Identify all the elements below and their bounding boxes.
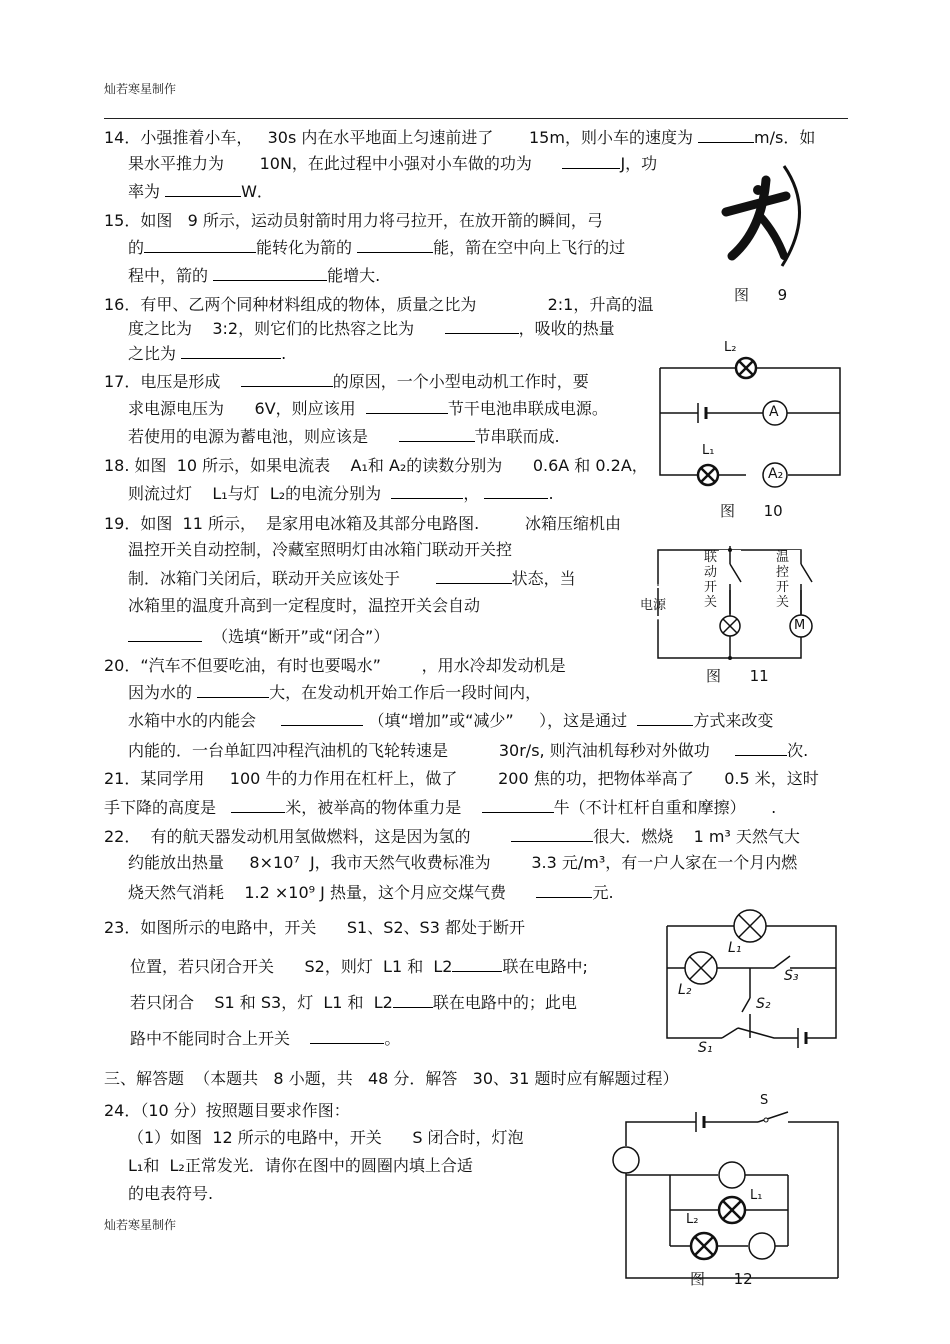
header-rule — [104, 118, 848, 119]
q23-line3: 若只闭合 S1 和 S3，灯 L1 和 L2 联在电路中的；此电 — [130, 993, 577, 1012]
q16-line1: 16．有甲、乙两个同种材料组成的物体，质量之比为 2:1，升高的温 — [104, 295, 654, 314]
figure10-caption: 图 10 — [720, 502, 783, 520]
q17-line3: 若使用的电源为蓄电池，则应该是 节串联而成. — [128, 427, 560, 446]
fig11-label-link-switch: 联动开关 — [704, 550, 718, 610]
figure23-circuit — [664, 906, 844, 1056]
q16-line2: 度之比为 3:2，则它们的比热容之比为 ，吸收的热量 — [128, 319, 615, 338]
section3-title: 三、解答题 （本题共 8 小题，共 48 分．解答 30、31 题时应有解题过程） — [104, 1069, 679, 1088]
figure12-caption: 图 12 — [690, 1270, 753, 1288]
q24-line1: 24．（10 分）按照题目要求作图： — [104, 1101, 350, 1120]
q14-line3: 率为 W． — [128, 182, 273, 201]
fig11-label-temp-switch: 温控开关 — [776, 550, 790, 610]
figure11-caption: 图 11 — [706, 667, 769, 685]
q22-line2: 约能放出热量 8×10⁷ J，我市天然气收费标准为 3.3 元/m³，有一户人家在一个月内燃 — [128, 853, 798, 872]
q22-line3: 烧天然气消耗 1.2 ×10⁹ J 热量，这个月应交煤气费 元. — [128, 883, 614, 902]
fig12-label-s: S — [760, 1093, 769, 1108]
q17-line1: 17．电压是形成 的原因，一个小型电动机工作时，要 — [104, 372, 589, 391]
fig11-label-power: 电源 — [640, 598, 667, 613]
fig10-label-l1: L₁ — [702, 443, 715, 458]
q18-line1: 18. 如图 10 所示，如果电流表 A₁和 A₂的读数分别为 0.6A 和 0.2A， — [104, 456, 648, 475]
figure9-archer — [720, 160, 810, 275]
q15-line2: 的 能转化为箭的 能，箭在空中向上飞行的过 — [128, 238, 626, 257]
fig11-label-motor: M — [794, 618, 806, 633]
q19-line3: 制．冰箱门关闭后，联动开关应该处于 状态，当 — [128, 569, 576, 588]
fig23-label-s2: S₂ — [756, 996, 771, 1012]
q24-line3: L₁和 L₂正常发光．请你在图中的圆圈内填上合适 — [128, 1156, 473, 1175]
q24-line4: 的电表符号. — [128, 1184, 214, 1203]
q20-line1: 20．“汽车不但要吃油，有时也要喝水” ，用水冷却发动机是 — [104, 656, 566, 675]
q21-line2: 手下降的高度是 米，被举高的物体重力是 牛（不计杠杆自重和摩擦） . — [104, 798, 777, 817]
q15-line1: 15．如图 9 所示，运动员射箭时用力将弓拉开，在放开箭的瞬间，弓 — [104, 211, 603, 230]
fig23-label-s1: S₁ — [698, 1040, 713, 1056]
q21-line1: 21．某同学用 100 牛的力作用在杠杆上，做了 200 焦的功，把物体举高了 0.5 米，这时 — [104, 769, 819, 788]
q20-line3: 水箱中水的内能会 （填“增加”或“减少” ），这是通过 方式来改变 — [128, 711, 774, 730]
q17-line2: 求电源电压为 6V，则应该用 节干电池串联成电源。 — [128, 399, 608, 418]
header-bottom: 灿若寒星制作 — [104, 1218, 177, 1232]
q23-line1: 23．如图所示的电路中，开关 S1、S2、S3 都处于断开 — [104, 918, 525, 937]
fig10-label-a2: A₂ — [768, 466, 784, 482]
q19-line2: 温控开关自动控制，冷藏室照明灯由冰箱门联动开关控 — [128, 540, 513, 559]
figure9-caption: 图 9 — [734, 286, 788, 304]
q19-line4: 冰箱里的温度升高到一定程度时，温控开关会自动 — [128, 596, 481, 615]
q23-line4: 路中不能同时合上开关 。 — [130, 1029, 401, 1048]
fig12-label-l1: L₁ — [750, 1188, 763, 1203]
q19-line1: 19．如图 11 所示， 是家用电冰箱及其部分电路图. 冰箱压缩机由 — [104, 514, 622, 533]
q19-line5: （选填“断开”或“闭合”） — [128, 626, 389, 647]
q20-line2: 因为水的 大，在发动机开始工作后一段时间内， — [128, 683, 542, 702]
q24-line2: （1）如图 12 所示的电路中，开关 S 闭合时，灯泡 — [128, 1128, 524, 1147]
figure12-circuit — [610, 1100, 840, 1260]
q18-line2: 则流过灯 L₁与灯 L₂的电流分别为 ， . — [128, 484, 554, 503]
fig10-label-a: A — [769, 404, 779, 420]
q15-line3: 程中，箭的 能增大. — [128, 266, 381, 285]
q23-line2: 位置，若只闭合开关 S2，则灯 L1 和 L2 联在电路中; — [130, 957, 588, 976]
figure10-circuit — [658, 340, 848, 490]
q22-line1: 22． 有的航天器发动机用氢做燃料，这是因为氢的 很大．燃烧 1 m³ 天然气大 — [104, 827, 800, 846]
fig12-label-l2: L₂ — [686, 1212, 699, 1227]
q16-line3: 之比为 . — [128, 344, 287, 363]
q14-line2: 果水平推力为 10N，在此过程中小强对小车做的功为 J，功 — [128, 154, 658, 173]
q20-line4: 内能的．一台单缸四冲程汽油机的飞轮转速是 30r/s, 则汽油机每秒对外做功 次. — [128, 741, 809, 760]
q14-line1: 14．小强推着小车， 30s 内在水平地面上匀速前进了 15m，则小车的速度为 m/s．如 — [104, 128, 816, 147]
fig23-label-l2: L₂ — [678, 982, 692, 998]
header-top: 灿若寒星制作 — [104, 82, 177, 96]
fig23-label-l1: L₁ — [728, 940, 742, 956]
fig10-label-l2: L₂ — [724, 340, 737, 355]
fig23-label-s3: S₃ — [784, 968, 799, 984]
